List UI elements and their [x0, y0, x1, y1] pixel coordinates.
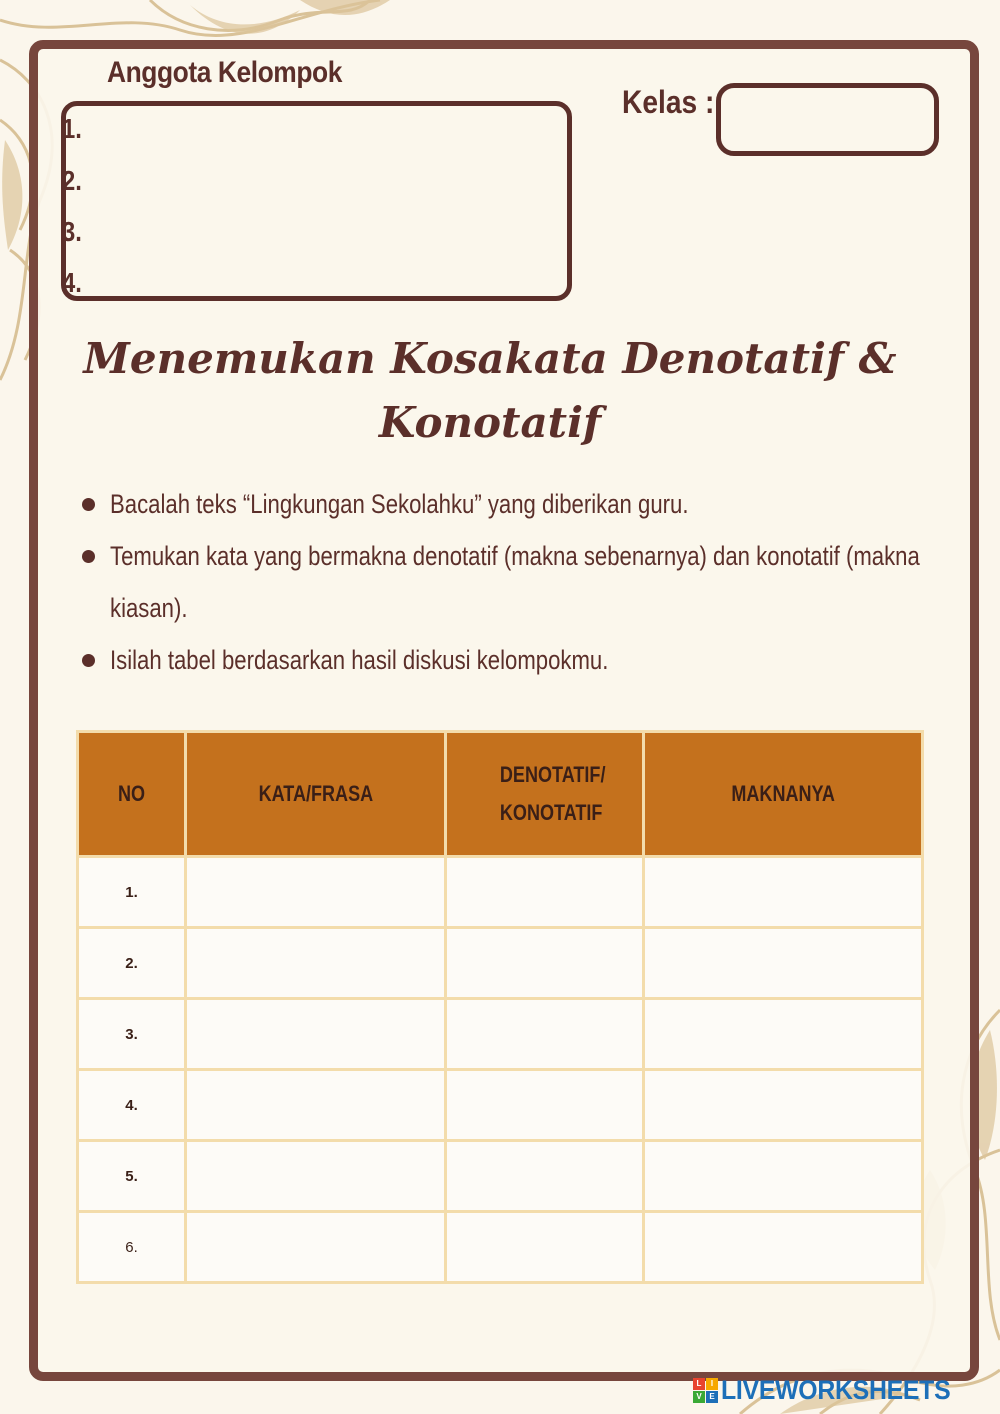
maknanya-cell[interactable]	[644, 857, 923, 928]
maknanya-cell[interactable]	[644, 1212, 923, 1283]
denotatif-konotatif-cell[interactable]	[446, 1212, 644, 1283]
worksheet-table	[76, 730, 924, 1284]
denotatif-konotatif-cell[interactable]	[446, 1070, 644, 1141]
table-row	[78, 1212, 923, 1283]
kata-frasa-cell[interactable]	[186, 1141, 446, 1212]
liveworksheets-logo[interactable]	[693, 1374, 970, 1406]
row-number: 1.	[78, 857, 186, 928]
row-number: 5.	[78, 1141, 186, 1212]
header-no: NO	[78, 732, 186, 857]
kata-frasa-cell[interactable]	[186, 857, 446, 928]
page-title-line2: Konotatif	[378, 398, 602, 447]
kata-frasa-cell[interactable]	[186, 1212, 446, 1283]
denotatif-konotatif-cell[interactable]	[446, 1141, 644, 1212]
bullet-icon	[82, 654, 95, 667]
group-members-box[interactable]	[61, 101, 572, 301]
table-row	[78, 999, 923, 1070]
member-number-2: 2.	[62, 165, 82, 196]
table-header-row	[78, 732, 923, 857]
bullet-icon	[82, 550, 95, 563]
maknanya-cell[interactable]	[644, 999, 923, 1070]
maknanya-cell[interactable]	[644, 1070, 923, 1141]
header-kata-frasa: KATA/FRASA	[186, 732, 446, 857]
instruction-list	[78, 478, 948, 686]
table-row	[78, 1141, 923, 1212]
class-label: Kelas :	[622, 84, 715, 120]
liveworksheets-logo-icon: L I V E	[693, 1378, 718, 1403]
maknanya-cell[interactable]	[644, 1141, 923, 1212]
row-number: 3.	[78, 999, 186, 1070]
page-title-line1: Menemukan Kosakata Denotatif &	[83, 334, 897, 383]
header-maknanya: MAKNANYA	[644, 732, 923, 857]
table-row	[78, 1070, 923, 1141]
page-title	[60, 327, 920, 455]
table-row	[78, 857, 923, 928]
row-number: 2.	[78, 928, 186, 999]
member-number-3: 3.	[62, 216, 82, 247]
group-members-title: Anggota Kelompok	[107, 56, 342, 89]
table-row	[78, 928, 923, 999]
instruction-item: Isilah tabel berdasarkan hasil diskusi kelompokmu.	[78, 634, 948, 686]
row-number: 6.	[78, 1212, 186, 1283]
row-number: 4.	[78, 1070, 186, 1141]
kata-frasa-cell[interactable]	[186, 928, 446, 999]
maknanya-cell[interactable]	[644, 928, 923, 999]
kata-frasa-cell[interactable]	[186, 999, 446, 1070]
member-number-4: 4.	[62, 267, 82, 298]
denotatif-konotatif-cell[interactable]	[446, 999, 644, 1070]
class-input-box[interactable]	[716, 83, 939, 156]
instruction-item: Temukan kata yang bermakna denotatif (makna sebenarnya) dan konotatif (makna kiasan).	[78, 530, 948, 634]
instruction-item: Bacalah teks “Lingkungan Sekolahku” yang diberikan guru.	[78, 478, 948, 530]
liveworksheets-brand: LIVEWORKSHEETS	[721, 1374, 951, 1405]
denotatif-konotatif-cell[interactable]	[446, 928, 644, 999]
kata-frasa-cell[interactable]	[186, 1070, 446, 1141]
member-number-1: 1.	[62, 113, 82, 144]
header-denotatif-konotatif: DENOTATIF/ KONOTATIF	[446, 732, 644, 857]
denotatif-konotatif-cell[interactable]	[446, 857, 644, 928]
bullet-icon	[82, 498, 95, 511]
